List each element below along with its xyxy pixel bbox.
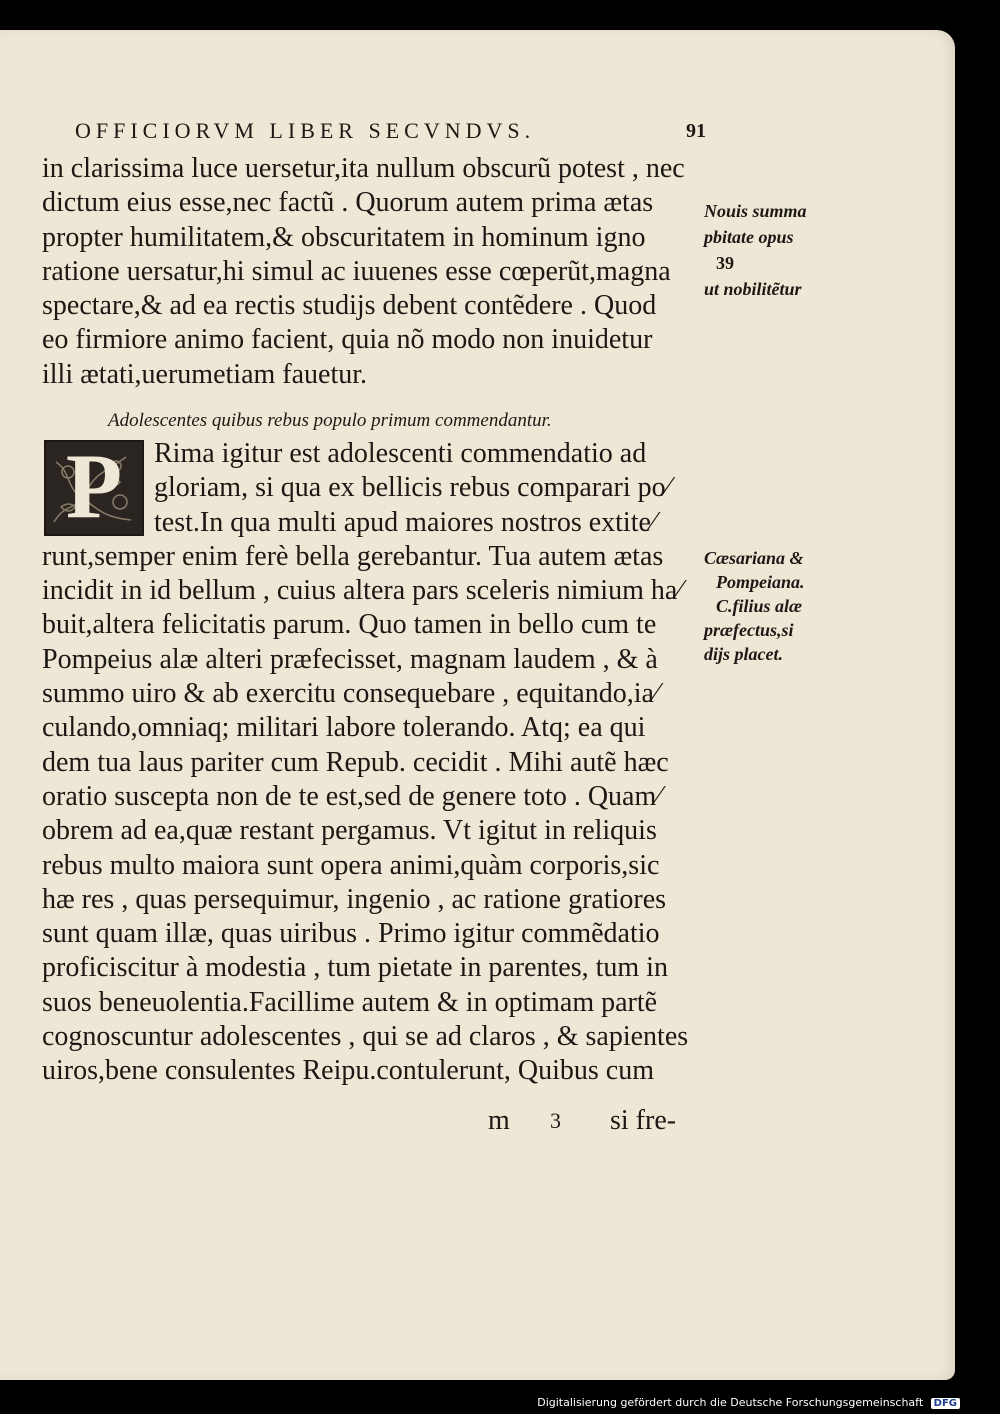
text-line: runt,semper enim ferè bella gerebantur. Tua autem ætas xyxy=(42,540,664,572)
text-line: eo firmiore animo facient, quia nõ modo non inuidetur xyxy=(42,324,653,356)
text-line: in clarissima luce uersetur,ita nullum obscurũ potest , nec xyxy=(42,153,685,184)
text-line: illi ætati,uerumetiam fauetur. xyxy=(42,358,368,390)
text-line: suos beneuolentia.Facillime autem & in optimam partẽ xyxy=(42,986,658,1018)
text-line: proficiscitur à modestia , tum pietate in parentes, tum in xyxy=(42,952,668,984)
text-line: buit,altera felicitatis parum. Quo tamen in bello cum te xyxy=(42,609,657,641)
text-line: Pompeius alæ alteri præfecisset, magnam laudem , & à xyxy=(42,643,658,675)
text-line: sunt quam illæ, quas uiribus . Primo igitur commẽdatio xyxy=(42,918,660,950)
text-line: culando,omniaq; militari labore tolerando. Atq; ea qui xyxy=(42,712,646,744)
marginal-line: Nouis summa xyxy=(704,201,807,221)
marginal-line: præfectus,si xyxy=(704,620,794,640)
marginal-note-2 xyxy=(704,546,805,666)
text-line: propter humilitatem,& obscuritatem in hominum igno xyxy=(42,221,646,253)
text-block-1 xyxy=(42,152,702,392)
signature-number: 3 xyxy=(550,1108,561,1133)
marginal-line: C.filius alæ xyxy=(716,596,803,616)
marginal-line: ut nobilitẽtur xyxy=(704,279,802,299)
text-line: summo uiro & ab exercitu consequebare , equitando,ia⁄ xyxy=(42,678,659,710)
marginal-line: dijs placet. xyxy=(704,644,783,664)
signature-mark: m xyxy=(488,1105,510,1136)
text-line: oratio suscepta non de te est,sed de genere toto . Quam⁄ xyxy=(42,780,661,812)
text-line: ratione uersatur,hi simul ac iuuenes esse cœperũt,magna xyxy=(42,255,671,287)
text-line: dem tua laus pariter cum Repub. cecidit . Mihi autẽ hæc xyxy=(42,746,669,778)
marginal-line: Cæsariana & xyxy=(704,548,804,568)
text-line: dictum eius esse,nec factũ . Quorum autem prima ætas xyxy=(42,187,654,219)
digitization-credit xyxy=(537,1396,960,1409)
marginal-note-1 xyxy=(704,198,807,302)
text-line: rebus multo maiora sunt opera animi,quàm corporis,sic xyxy=(42,849,660,881)
text-line: spectare,& ad ea rectis studijs debent contẽdere . Quod xyxy=(42,290,657,322)
dfg-logo-icon: DFG xyxy=(931,1398,960,1409)
text-block-2 xyxy=(42,437,702,1089)
credit-text: Digitalisierung gefördert durch die Deutsche Forschungsgemeinschaft xyxy=(537,1396,924,1409)
marginal-line: pbitate opus xyxy=(704,227,794,247)
text-line: hæ res , quas persequimur, ingenio , ac ratione gratiores xyxy=(42,883,667,915)
marginal-line: Pompeiana. xyxy=(716,572,805,592)
section-heading: Adolescentes quibus rebus populo primum commendantur. xyxy=(108,410,552,431)
marginal-line: 39 xyxy=(716,253,734,273)
text-line: uiros,bene consulentes Reipu.contulerunt, Quibus cum xyxy=(42,1055,654,1087)
text-line: cognoscuntur adolescentes , qui se ad claros , & sapientes xyxy=(42,1021,689,1053)
running-title: OFFICIORVM LIBER SECVNDVS. xyxy=(75,118,536,143)
text-line: gloriam, si qua ex bellicis rebus comparari po⁄ xyxy=(154,472,671,504)
text-line: obrem ad ea,quæ restant pergamus. Vt igitut in reliquis xyxy=(42,815,657,847)
text-line: Rima igitur est adolescenti commendatio ad xyxy=(154,438,647,469)
initial-letter: P xyxy=(65,435,123,537)
text-line: test.In qua multi apud maiores nostros extite⁄ xyxy=(154,506,656,538)
text-line: incidit in id bellum , cuius altera pars sceleris nimium ha⁄ xyxy=(42,575,682,607)
page-number: 91 xyxy=(686,120,706,142)
catchword: si fre- xyxy=(610,1105,677,1136)
